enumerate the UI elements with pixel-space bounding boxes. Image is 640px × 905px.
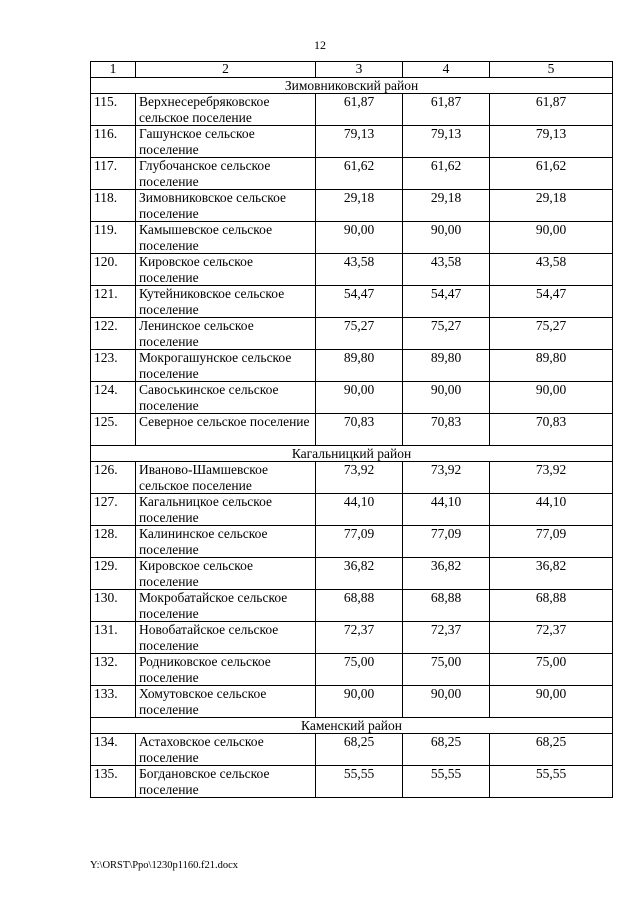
row-number: 119. <box>91 222 136 254</box>
row-number: 121. <box>91 286 136 318</box>
value-col-3: 55,55 <box>316 766 403 798</box>
file-path-footer: Y:\ORST\Ppo\1230p1160.f21.docx <box>90 860 238 871</box>
district-name: Кагальницкий район <box>91 446 613 462</box>
value-col-5: 44,10 <box>490 494 613 526</box>
column-header: 3 <box>316 62 403 78</box>
value-col-5: 77,09 <box>490 526 613 558</box>
settlement-name: Гашунское сельское поселение <box>136 126 316 158</box>
row-number: 116. <box>91 126 136 158</box>
value-col-3: 44,10 <box>316 494 403 526</box>
value-col-4: 77,09 <box>403 526 490 558</box>
value-col-4: 75,27 <box>403 318 490 350</box>
value-col-3: 90,00 <box>316 686 403 718</box>
value-col-4: 55,55 <box>403 766 490 798</box>
column-header: 1 <box>91 62 136 78</box>
table-row <box>91 382 613 414</box>
district-header-row <box>91 78 613 94</box>
value-col-4: 70,83 <box>403 414 490 446</box>
row-number: 124. <box>91 382 136 414</box>
value-col-3: 72,37 <box>316 622 403 654</box>
district-name: Каменский район <box>91 718 613 734</box>
value-col-5: 90,00 <box>490 222 613 254</box>
value-col-3: 77,09 <box>316 526 403 558</box>
table-header-row <box>91 62 613 78</box>
value-col-4: 29,18 <box>403 190 490 222</box>
table-row <box>91 222 613 254</box>
district-header-row <box>91 446 613 462</box>
value-col-3: 68,88 <box>316 590 403 622</box>
value-col-4: 43,58 <box>403 254 490 286</box>
value-col-4: 61,87 <box>403 94 490 126</box>
row-number: 118. <box>91 190 136 222</box>
row-number: 132. <box>91 654 136 686</box>
settlement-name: Зимовниковское сельское поселение <box>136 190 316 222</box>
value-col-3: 29,18 <box>316 190 403 222</box>
value-col-3: 90,00 <box>316 222 403 254</box>
row-number: 130. <box>91 590 136 622</box>
value-col-3: 68,25 <box>316 734 403 766</box>
value-col-3: 73,92 <box>316 462 403 494</box>
value-col-3: 54,47 <box>316 286 403 318</box>
settlement-name: Кировское сельское поселение <box>136 254 316 286</box>
settlement-name: Кутейниковское сельское поселение <box>136 286 316 318</box>
table-row <box>91 126 613 158</box>
value-col-4: 90,00 <box>403 222 490 254</box>
value-col-4: 89,80 <box>403 350 490 382</box>
value-col-4: 36,82 <box>403 558 490 590</box>
row-number: 131. <box>91 622 136 654</box>
row-number: 115. <box>91 94 136 126</box>
value-col-3: 75,00 <box>316 654 403 686</box>
value-col-5: 55,55 <box>490 766 613 798</box>
table-row <box>91 654 613 686</box>
value-col-5: 75,00 <box>490 654 613 686</box>
value-col-5: 54,47 <box>490 286 613 318</box>
table-row <box>91 350 613 382</box>
value-col-3: 36,82 <box>316 558 403 590</box>
value-col-3: 61,62 <box>316 158 403 190</box>
value-col-5: 72,37 <box>490 622 613 654</box>
value-col-4: 79,13 <box>403 126 490 158</box>
row-number: 128. <box>91 526 136 558</box>
value-col-5: 75,27 <box>490 318 613 350</box>
column-header: 5 <box>490 62 613 78</box>
settlement-name: Родниковское сельское поселение <box>136 654 316 686</box>
value-col-4: 68,88 <box>403 590 490 622</box>
settlement-name: Глубочанское сельское поселение <box>136 158 316 190</box>
settlement-name: Северное сельское поселение <box>136 414 316 446</box>
table-row <box>91 254 613 286</box>
settlement-name: Кагальницкое сельское поселение <box>136 494 316 526</box>
row-number: 129. <box>91 558 136 590</box>
settlement-name: Богдановское сельское поселение <box>136 766 316 798</box>
row-number: 133. <box>91 686 136 718</box>
row-number: 125. <box>91 414 136 446</box>
page-number: 12 <box>314 38 326 52</box>
data-table <box>90 61 613 798</box>
row-number: 122. <box>91 318 136 350</box>
settlement-name: Ленинское сельское поселение <box>136 318 316 350</box>
table-row <box>91 734 613 766</box>
value-col-5: 68,88 <box>490 590 613 622</box>
value-col-4: 90,00 <box>403 686 490 718</box>
table-row <box>91 286 613 318</box>
table-row <box>91 94 613 126</box>
value-col-4: 61,62 <box>403 158 490 190</box>
value-col-3: 61,87 <box>316 94 403 126</box>
value-col-3: 70,83 <box>316 414 403 446</box>
column-header: 2 <box>136 62 316 78</box>
value-col-5: 79,13 <box>490 126 613 158</box>
district-header-row <box>91 718 613 734</box>
settlement-name: Иваново-Шамшевское сельское поселение <box>136 462 316 494</box>
column-header: 4 <box>403 62 490 78</box>
value-col-4: 75,00 <box>403 654 490 686</box>
value-col-4: 90,00 <box>403 382 490 414</box>
settlement-name: Верхнесеребряковское сельское поселение <box>136 94 316 126</box>
value-col-4: 72,37 <box>403 622 490 654</box>
row-number: 126. <box>91 462 136 494</box>
value-col-5: 43,58 <box>490 254 613 286</box>
table-row <box>91 318 613 350</box>
row-number: 123. <box>91 350 136 382</box>
value-col-5: 90,00 <box>490 382 613 414</box>
value-col-3: 90,00 <box>316 382 403 414</box>
table-row <box>91 590 613 622</box>
row-number: 117. <box>91 158 136 190</box>
table-row <box>91 494 613 526</box>
settlement-name: Новобатайское сельское поселение <box>136 622 316 654</box>
row-number: 135. <box>91 766 136 798</box>
settlement-name: Савоськинское сельское поселение <box>136 382 316 414</box>
settlement-name: Калининское сельское поселение <box>136 526 316 558</box>
value-col-5: 36,82 <box>490 558 613 590</box>
value-col-4: 44,10 <box>403 494 490 526</box>
table-row <box>91 686 613 718</box>
settlement-name: Кировское сельское поселение <box>136 558 316 590</box>
value-col-3: 75,27 <box>316 318 403 350</box>
value-col-5: 29,18 <box>490 190 613 222</box>
row-number: 120. <box>91 254 136 286</box>
row-number: 134. <box>91 734 136 766</box>
table-row <box>91 158 613 190</box>
table-row <box>91 766 613 798</box>
table-row <box>91 622 613 654</box>
value-col-5: 73,92 <box>490 462 613 494</box>
table-row <box>91 190 613 222</box>
table-row <box>91 526 613 558</box>
settlement-name: Мокробатайское сельское поселение <box>136 590 316 622</box>
settlement-name: Астаховское сельское поселение <box>136 734 316 766</box>
row-number: 127. <box>91 494 136 526</box>
value-col-4: 73,92 <box>403 462 490 494</box>
value-col-5: 61,62 <box>490 158 613 190</box>
table-row <box>91 462 613 494</box>
table-row <box>91 558 613 590</box>
table-row <box>91 414 613 446</box>
district-name: Зимовниковский район <box>91 78 613 94</box>
value-col-4: 68,25 <box>403 734 490 766</box>
value-col-5: 68,25 <box>490 734 613 766</box>
value-col-4: 54,47 <box>403 286 490 318</box>
value-col-3: 89,80 <box>316 350 403 382</box>
settlement-name: Хомутовское сельское поселение <box>136 686 316 718</box>
value-col-3: 43,58 <box>316 254 403 286</box>
value-col-5: 70,83 <box>490 414 613 446</box>
value-col-5: 90,00 <box>490 686 613 718</box>
settlement-name: Мокрогашунское сельское поселение <box>136 350 316 382</box>
value-col-5: 61,87 <box>490 94 613 126</box>
settlement-name: Камышевское сельское поселение <box>136 222 316 254</box>
value-col-3: 79,13 <box>316 126 403 158</box>
value-col-5: 89,80 <box>490 350 613 382</box>
